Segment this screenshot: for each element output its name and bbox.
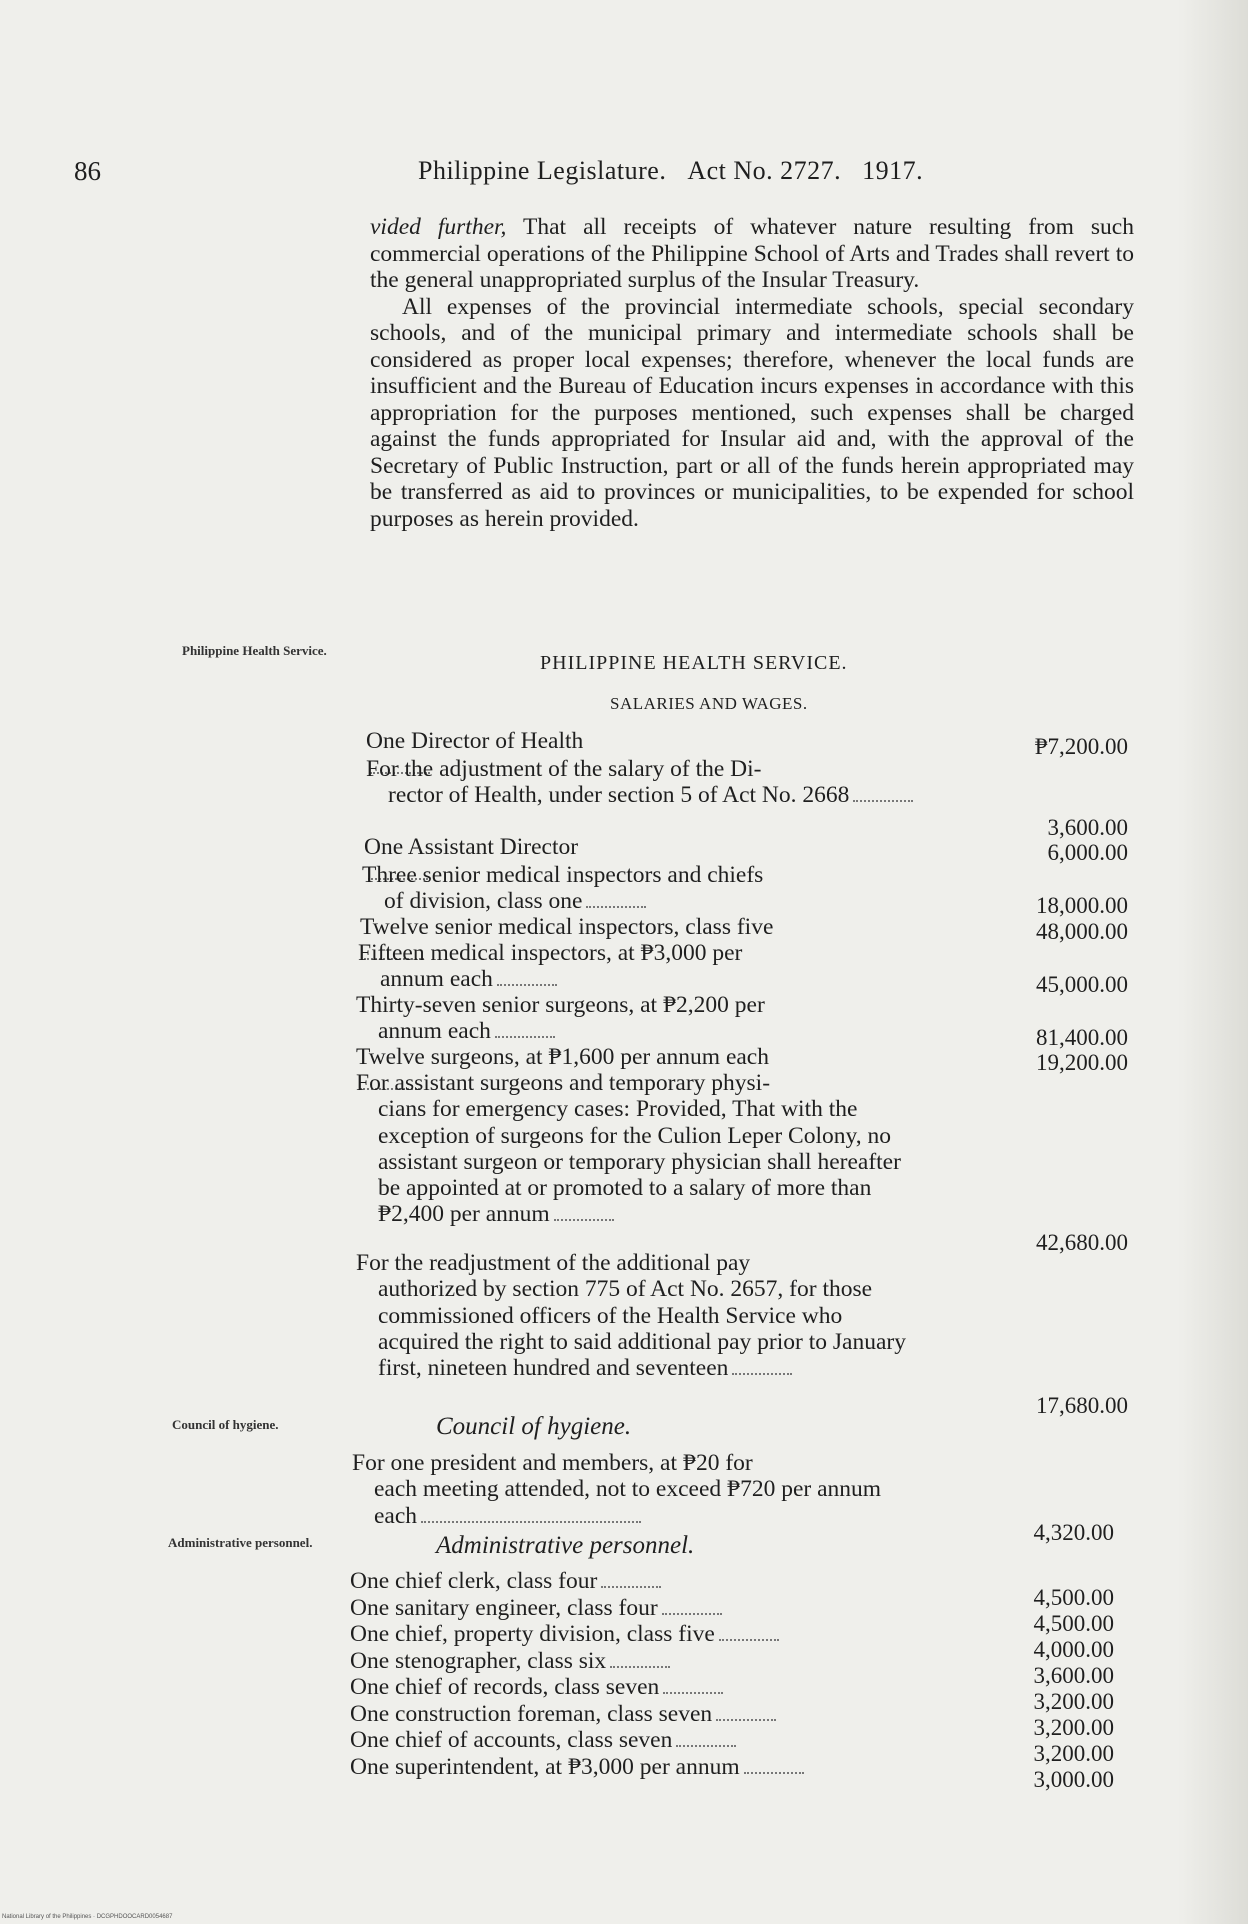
salary-item-rest: rector of Health, under section 5 of Act No. 2668 — [366, 782, 938, 808]
council-item — [352, 1450, 926, 1529]
admin-amount: 3,000.00 — [1033, 1767, 1114, 1792]
margin-note-health-service: Philippine Health Service. — [182, 643, 327, 658]
leader-dots — [495, 1034, 555, 1038]
running-head — [418, 156, 923, 186]
council-item-first: For one president and members, at ₱20 for — [352, 1450, 753, 1476]
intro-italic: vided further, — [370, 214, 507, 240]
leader-dots — [676, 1743, 736, 1747]
admin-amount: 3,200.00 — [1033, 1741, 1114, 1766]
leader-dots — [716, 1717, 776, 1721]
footer-stamp: National Library of the Philippines · DCGPHDOOCARD0054687 — [2, 1914, 173, 1920]
leader-dots — [601, 1584, 661, 1588]
admin-amount: 4,500.00 — [1033, 1585, 1114, 1610]
admin-item — [350, 1674, 930, 1700]
salary-item — [362, 862, 934, 915]
leader-dots — [744, 1770, 804, 1774]
margin-note-council: Council of hygiene. — [172, 1417, 279, 1432]
admin-item — [350, 1595, 930, 1621]
salary-amount: 19,200.00 — [1036, 1050, 1128, 1075]
salary-item — [366, 756, 938, 809]
admin-item — [350, 1727, 930, 1753]
intro-p1-text: That all receipts of whatever nature resulting from such commercial operations of the Philippine School of Arts and Trades shall revert to the general unappropriated surplus of the Insular Treasury. — [370, 214, 1134, 293]
leader-dots — [586, 904, 646, 908]
admin-item-label: One sanitary engineer, class four — [350, 1594, 658, 1621]
salary-amount: 81,400.00 — [1036, 1025, 1128, 1050]
salary-item-first: One Assistant Director — [364, 834, 579, 860]
leader-dots — [732, 1371, 792, 1375]
leader-dots — [853, 798, 913, 802]
margin-note-admin: Administrative personnel. — [168, 1535, 313, 1550]
leader-dots — [497, 982, 557, 986]
salary-amount: 17,680.00 — [1036, 1393, 1128, 1418]
page-number: 86 — [74, 156, 101, 186]
admin-item — [350, 1754, 930, 1780]
leader-dots — [554, 1217, 614, 1221]
admin-amount: 3,600.00 — [1033, 1663, 1114, 1688]
salary-item — [356, 1250, 928, 1381]
salary-item-rest: authorized by section 775 of Act No. 2657, for those commissioned officers of the Health Service who acquired the right to said additional pay prior to January first, nineteen hundred and seventeen — [378, 1276, 906, 1382]
admin-item — [350, 1701, 930, 1727]
council-amount: 4,320.00 — [1033, 1520, 1114, 1545]
salary-item-first: Twelve senior medical inspectors, class five — [360, 914, 774, 940]
admin-item-label: One chief of records, class seven — [350, 1674, 660, 1700]
salary-item — [356, 1070, 928, 1228]
admin-amount: 4,500.00 — [1033, 1611, 1114, 1636]
salary-item-rest: of division, class one — [362, 888, 934, 914]
leader-dots — [421, 1519, 641, 1523]
admin-item-label: One chief of accounts, class seven — [350, 1727, 673, 1753]
admin-item — [350, 1621, 930, 1647]
salary-amount: 45,000.00 — [1036, 972, 1128, 997]
intro-paragraph-2: All expenses of the provincial intermediate schools, special secondary schools, and of the municipal primary and intermediate schools shall be considered as proper local expenses; therefore, whenever the local funds are insufficient and the Bureau of Education incurs expenses in accordance with this appropriation for the purposes mentioned, such expenses shall be charged against the funds appropriated for Insular aid and, with the approval of the Secretary of Public Instruction, part or all of the funds herein appropriated may be transferred as aid to provinces or municipalities, to be expended for school purposes as herein provided. — [370, 293, 1134, 532]
admin-item-label: One superintendent, at ₱3,000 per annum — [350, 1753, 740, 1780]
leader-dots — [662, 1611, 722, 1615]
leader-dots — [719, 1637, 779, 1641]
intro-paragraph-1 — [370, 214, 1134, 294]
salary-amount: 3,600.00 — [1047, 815, 1128, 840]
council-heading: Council of hygiene. — [436, 1413, 632, 1440]
admin-item-label: One chief clerk, class four — [350, 1568, 598, 1594]
salary-item-first: For the readjustment of the additional pay — [356, 1250, 751, 1276]
admin-item-label: One stenographer, class six — [350, 1647, 607, 1674]
salary-item-first: Thirty-seven senior surgeons, at ₱2,200 per — [356, 992, 765, 1018]
admin-heading: Administrative personnel. — [436, 1532, 695, 1559]
admin-amount: 3,200.00 — [1033, 1689, 1114, 1714]
admin-item — [350, 1568, 930, 1594]
salary-item-first: For assistant surgeons and temporary physi- — [356, 1070, 771, 1096]
salary-amount: 48,000.00 — [1036, 919, 1128, 944]
salary-item-rest: annum each — [358, 966, 930, 992]
salary-item-first: Twelve surgeons, at ₱1,600 per annum each — [356, 1044, 769, 1070]
admin-item-label: One chief, property division, class five — [350, 1621, 715, 1647]
running-head-title: Philippine Legislature. — [418, 156, 667, 185]
admin-item — [350, 1648, 930, 1674]
page-edge-shadow — [1178, 0, 1248, 1924]
admin-amount: 4,000.00 — [1033, 1637, 1114, 1662]
admin-amount: 3,200.00 — [1033, 1715, 1114, 1740]
leader-dots — [663, 1690, 723, 1694]
salary-item-first: One Director of Health — [366, 728, 584, 754]
salary-amount: 6,000.00 — [1047, 840, 1128, 865]
leader-dots — [610, 1664, 670, 1668]
running-head-act: Act No. 2727. — [687, 156, 842, 185]
intro-text — [370, 214, 1134, 532]
salary-amount: ₱7,200.00 — [1034, 734, 1128, 759]
salary-item-rest: annum each — [356, 1018, 928, 1044]
running-head-year: 1917. — [862, 156, 924, 185]
subsection-title: SALARIES AND WAGES. — [610, 694, 808, 713]
salary-item — [356, 992, 928, 1045]
salary-item-first: Three senior medical inspectors and chiefs — [362, 862, 764, 888]
salary-item-first: Fifteen medical inspectors, at ₱3,000 per — [358, 940, 743, 966]
salary-item-first: For the adjustment of the salary of the Di- — [366, 756, 762, 782]
admin-item-label: One construction foreman, class seven — [350, 1700, 713, 1727]
section-title: PHILIPPINE HEALTH SERVICE. — [540, 652, 848, 674]
salary-amount: 18,000.00 — [1036, 893, 1128, 918]
salary-item-rest: cians for emergency cases: Provided, That with the exception of surgeons for the Culion Leper Colony, no assistant surgeon or temporary physician shall hereafter be appointed at or promoted to a salary of more than ₱2,400 per annum — [378, 1096, 901, 1228]
council-item-rest: each meeting attended, not to exceed ₱720 per annum each — [374, 1476, 882, 1529]
salary-amount: 42,680.00 — [1036, 1230, 1128, 1255]
salary-item — [358, 940, 930, 993]
